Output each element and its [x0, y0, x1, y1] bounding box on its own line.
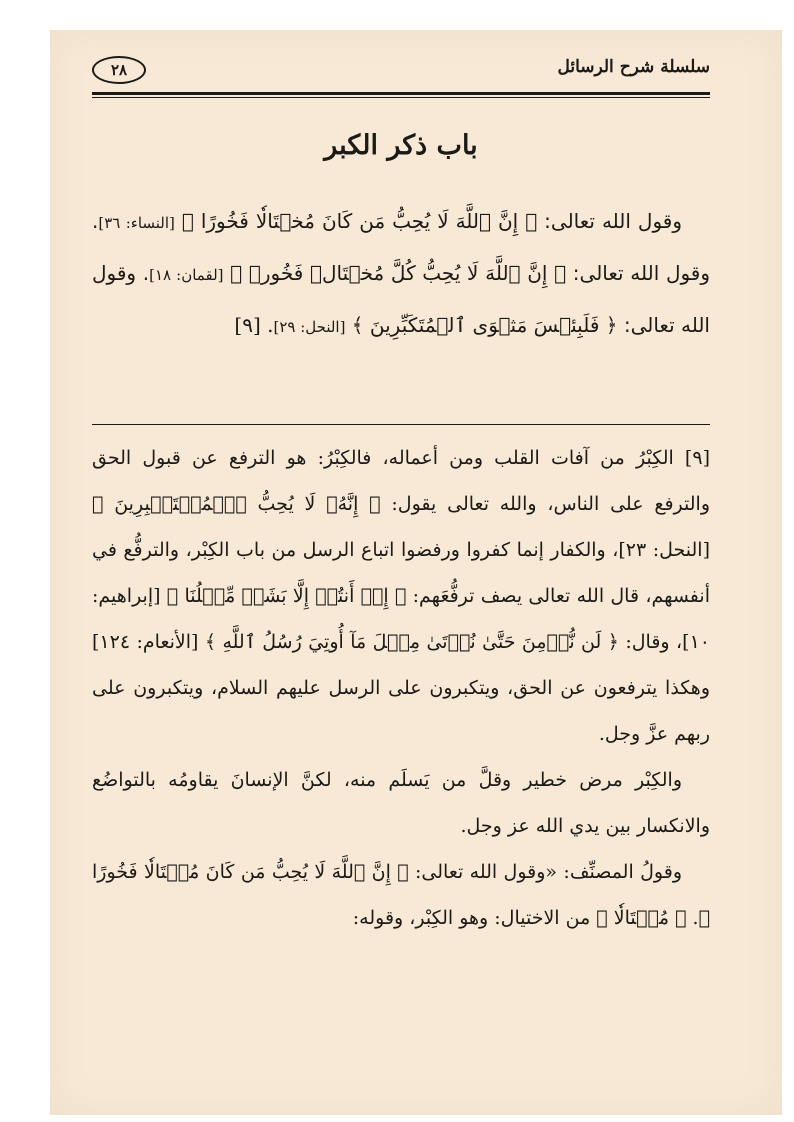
header-rule-thin: [92, 97, 710, 98]
verse-ref-nisa: [النساء: ٣٦]: [98, 214, 175, 232]
footnote-marker: . [٩]: [234, 313, 274, 337]
header-rule: [92, 92, 710, 95]
verse-line-2: . وقول الله تعالى: ﴿ إِنَّ ٱللَّهَ لَا يُحِبُّ كُلَّ مُخۡتَالٖ: [92, 209, 711, 285]
footnote-divider: [92, 424, 710, 425]
verse-line-3c: . وقول الله تعالى: ﴿ فَلَبِئۡسَ مَثۡوَى ٱلۡمُتَكَبِّرِينَ ﴾: [92, 261, 710, 337]
verse-ref-luqman: [لقمان: ١٨]: [149, 266, 224, 284]
series-title: سلسلة شرح الرسائل: [557, 57, 710, 77]
footnote-paragraph-3: وقولُ المصنِّف: «وقول الله تعالى: ﴿ إِنَّ ٱللَّهَ لَا يُحِبُّ مَن كَانَ مُخۡتَالٗا فَخُورًا ﴾. ﴿ مُخۡتَالٗا ﴾ من الاختيال: وهو الكِبْر، وقوله:: [92, 861, 710, 929]
running-header: [92, 52, 710, 92]
footnote-paragraph-1: [٩] الكِبْرُ من آفات القلب ومن أعماله، فالكِبْرُ: هو الترفع عن قبول الحق والترفع على الناس، والله تعالى يقول: ﴿ إِنَّهُۥ لَا يُحِبُّ ٱلۡمُسۡتَكۡبِرِينَ ﴾ [النحل: ٢٣]، والكفار إنما كفروا ورفضوا اتباع الرسل من باب الكِبْر، والترفُّع في أنفسهم، قال الله تعالى يصف ترفُّعَهم: ﴿ إِنۡ أَنتُمۡ إِلَّا بَشَرٞ مِّثۡلُنَا ﴾ [إبراهيم: ١٠]، وقال: ﴿ لَن نُّؤۡمِنَ حَتَّىٰ نُؤۡتَىٰ مِثۡلَ مَآ أُوتِيَ رُسُلُ ٱللَّهِ ﴾ [الأنعام: ١٢٤] وهكذا يترفعون عن الحق، ويتكبرون على الرسل عليهم السلام، ويتكبرون على ربهم عزَّ وجل.: [92, 447, 710, 745]
chapter-title: باب ذكر الكبر: [324, 130, 478, 161]
page-number: ٢٨: [92, 56, 146, 84]
verse-ref-nahl: [النحل: ٢٩]: [273, 318, 346, 336]
main-text: [92, 196, 710, 352]
verse-line-3a: فَخُورٖ ﴾: [230, 261, 304, 285]
footnote: [92, 435, 710, 941]
footnote-paragraph-2: والكِبْر مرض خطير وقلَّ من يَسلَم منه، لكنَّ الإنسانَ يقاومُه بالتواضُع والانكسار بين يدي الله عز وجل.: [92, 769, 710, 837]
verse-line-1: وقول الله تعالى: ﴿ إِنَّ ٱللَّهَ لَا يُحِبُّ مَن كَانَ مُخۡتَالٗا فَخُورًا ﴾: [181, 209, 682, 233]
main-paragraph: [92, 196, 710, 352]
